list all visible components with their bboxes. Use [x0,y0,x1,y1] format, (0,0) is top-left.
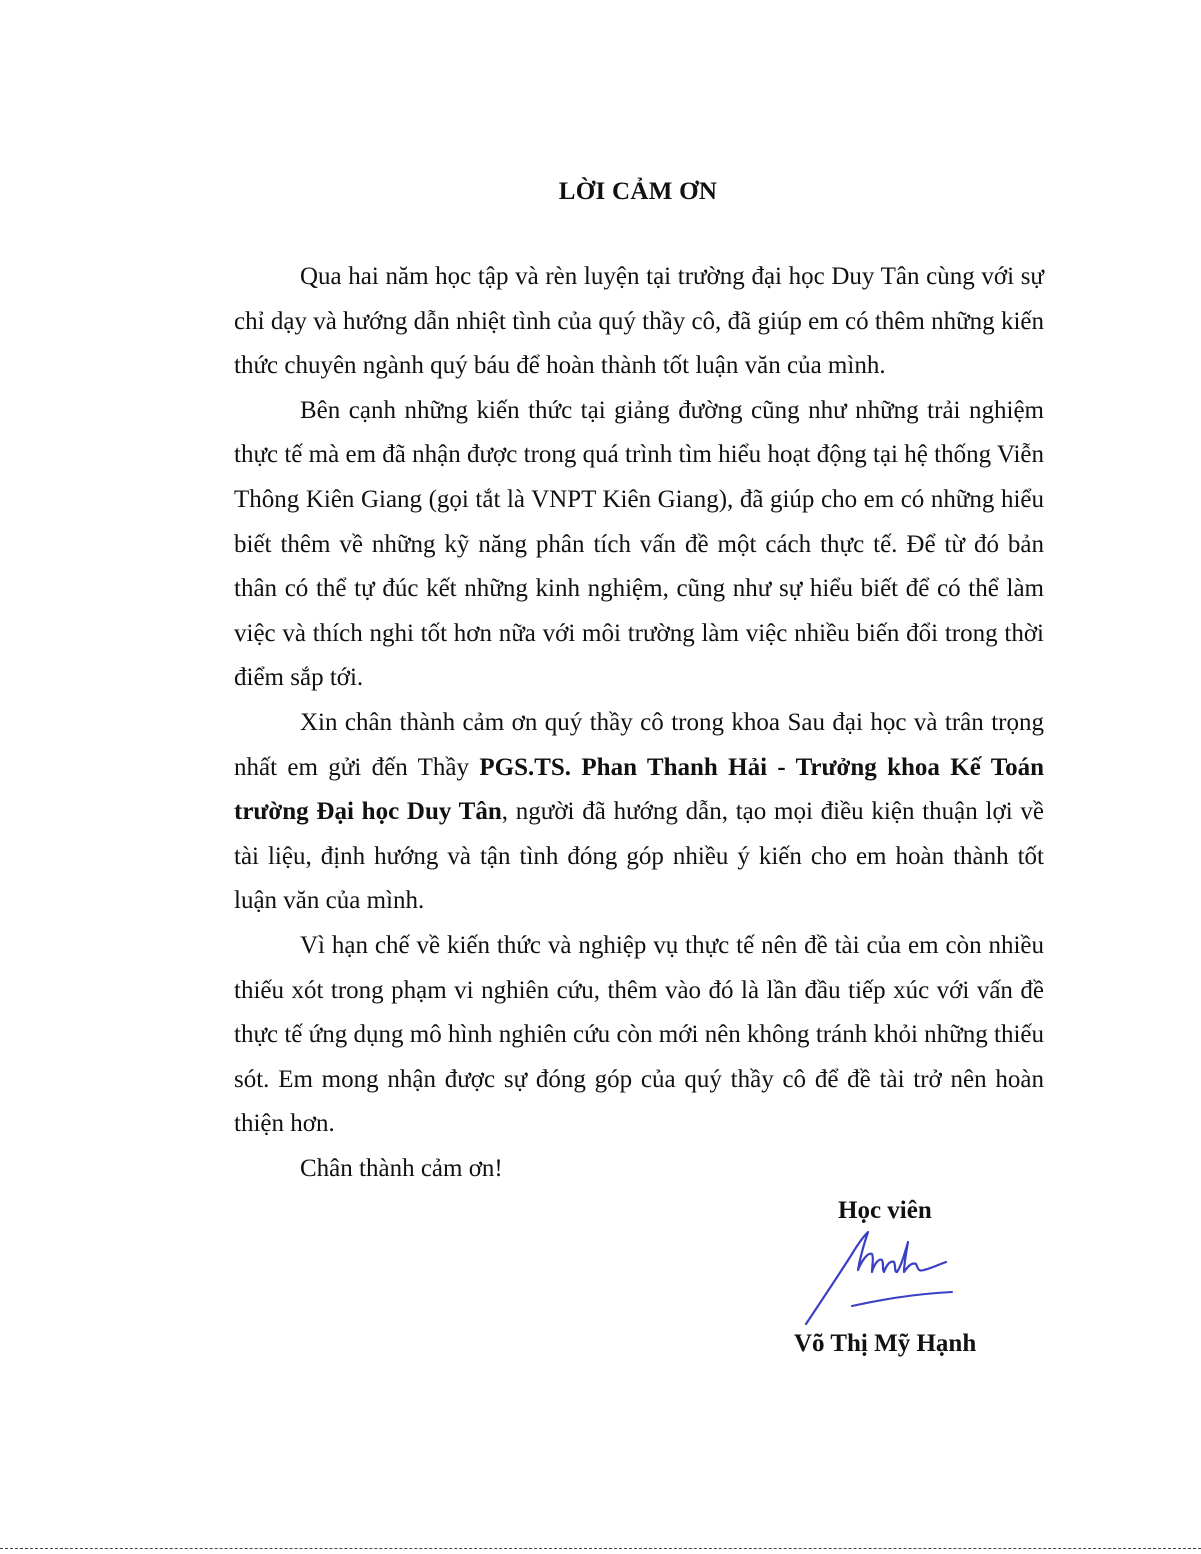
page-bottom-rule [0,1548,1201,1549]
paragraph-thanks-advisor-lead: Xin chân thành cảm ơn quý thầy cô trong khoa Sau đại học và trân trọng nhất em gửi đến Thầy [234,708,1044,781]
paragraph-limitations: Vì hạn chế về kiến thức và nghiệp vụ thực tế nên đề tài của em còn nhiều thiếu xót trong phạm vi nghiên cứu, thêm vào đó là lần đầu tiếp xúc với vấn đề thực tế ứng dụng mô hình nghiên cứu còn mới nên không tránh khỏi những thiếu sót. Em mong nhận được sự đóng góp của quý thầy cô để đề tài trở nên hoàn thiện hơn. [234,931,1044,1138]
handwritten-signature [800,1222,960,1332]
paragraph-thanks-advisor-tail: , người đã hướng dẫn, tạo mọi điều kiện thuận lợi về tài liệu, định hướng và tận tình đóng góp nhiều ý kiến cho em hoàn thành tốt luận văn của mình. [234,798,1044,915]
paragraph-intro: Qua hai năm học tập và rèn luyện tại trường đại học Duy Tân cùng với sự chỉ dạy và hướng dẫn nhiệt tình của quý thầy cô, đã giúp em có thêm những kiến thức chuyên ngành quý báu để hoàn thành tốt luận văn của mình. [234,263,1044,380]
advisor-name: PGS.TS. Phan Thanh Hải - Trưởng khoa Kế Toán trường Đại học Duy Tân [234,753,1045,826]
signer-role: Học viên [838,1197,932,1224]
closing-line: Chân thành cảm ơn! [300,1154,503,1182]
signer-name: Võ Thị Mỹ Hạnh [794,1330,977,1357]
page-title: LỜI CẢM ƠN [558,178,718,205]
paragraph-thanks-advisor [234,701,1044,924]
paragraph-experience: Bên cạnh những kiến thức tại giảng đường cũng như những trải nghiệm thực tế mà em đã nhận được trong quá trình tìm hiểu hoạt động tại hệ thống Viễn Thông Kiên Giang (gọi tắt là VNPT Kiên Giang), đã giúp cho em có những hiểu biết thêm về những kỹ năng phân tích vấn đề một cách thực tế. Để từ đó bản thân có thể tự đúc kết những kinh nghiệm, cũng như sự hiểu biết để có thể làm việc và thích nghi tốt hơn nữa với môi trường làm việc nhiều biến đổi trong thời điểm sắp tới. [234,396,1044,692]
document-body [234,255,1044,1191]
